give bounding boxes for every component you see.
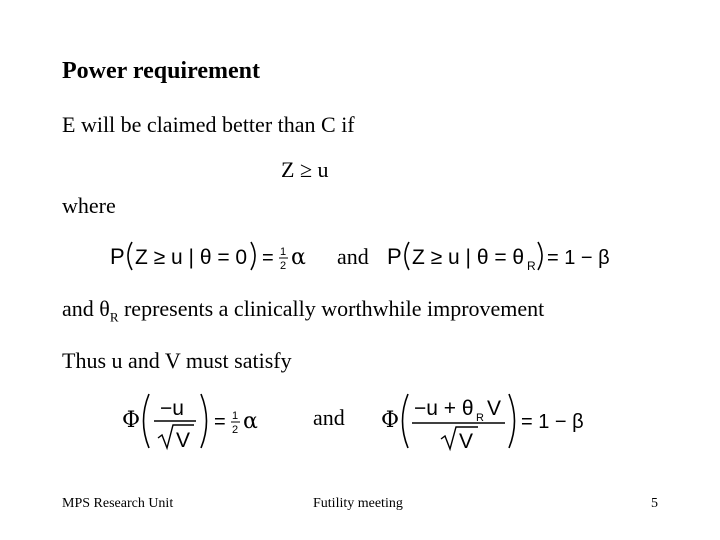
formula-phi-type-i [122,388,267,454]
f2-left-paren [405,242,409,270]
f3-left-paren [144,394,150,448]
f3-alpha: α [243,409,258,434]
f1-left-paren [128,242,132,270]
f2-right-paren [538,242,542,270]
f3-half-num: 1 [232,410,239,422]
formula-power [387,236,617,276]
thus-sentence: Thus u and V must satisfy [62,348,292,373]
f1-right-paren [251,242,255,270]
footer-meeting: Futility meeting [313,496,403,511]
and-connector-2: and [313,405,345,430]
f4-num-sub: R [476,412,484,424]
f1-alpha: α [291,245,306,270]
theta-r-sentence [62,296,544,325]
f3-den: V [176,429,191,452]
f1-p: P [110,244,125,269]
theta-r-sub: R [109,309,119,325]
f2-rhs: = 1 − β [547,247,610,269]
f1-half-den: 2 [280,260,287,272]
slide-title: Power requirement [62,58,260,84]
where-label: where [62,193,116,218]
f3-eq: = [214,411,226,433]
f4-den: V [459,430,474,453]
formula-type-i-error [110,236,325,276]
theta-r-pre: and θ [62,296,110,321]
f4-right-paren [509,394,515,448]
z-inequality: Z ≥ u [281,157,329,182]
f2-body: Z ≥ u | θ = θ [412,246,525,269]
theta-r-post: represents a clinically worthwhile improvement [118,296,545,321]
f3-num: −u [160,397,184,420]
f4-phi: Φ [381,408,400,433]
f4-rhs: = 1 − β [521,411,584,433]
f2-sub: R [527,259,536,273]
f3-right-paren [201,394,207,448]
f1-eq: = [262,247,274,269]
footer-page-number: 5 [651,496,658,511]
f4-left-paren [403,394,409,448]
formula-phi-power [381,388,586,454]
f1-half-num: 1 [280,246,287,258]
footer-organization: MPS Research Unit [62,496,174,511]
f1-body: Z ≥ u | θ = 0 [135,246,248,269]
claim-sentence: E will be claimed better than C if [62,112,355,137]
f3-half-den: 2 [232,424,239,436]
f4-num-b: V [487,397,502,420]
f3-phi: Φ [122,408,141,433]
f2-p: P [387,244,402,269]
and-connector-1: and [337,244,369,269]
f4-num-a: −u + θ [414,397,474,420]
